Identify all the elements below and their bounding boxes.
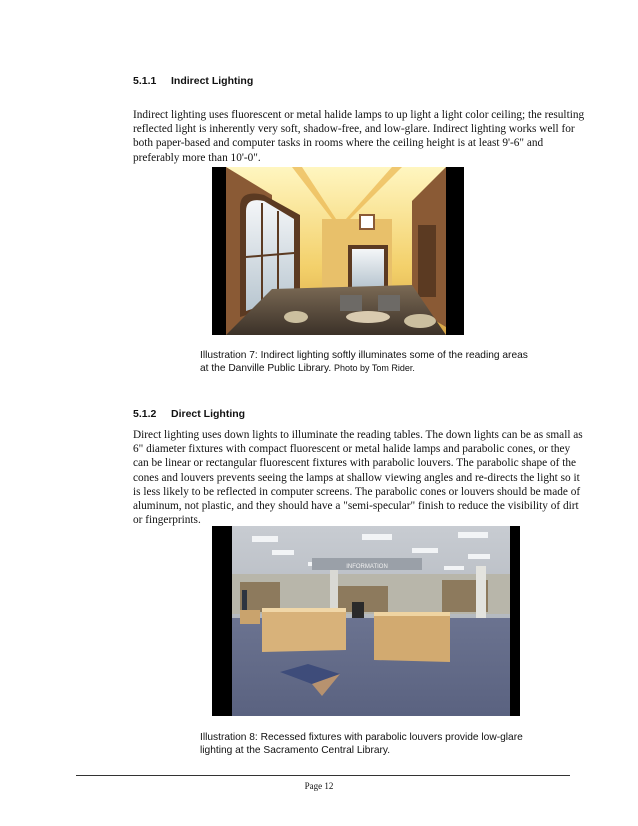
- photo-credit: Photo by Tom Rider.: [334, 363, 415, 373]
- section-heading-indirect: [133, 75, 253, 87]
- section-title: Indirect Lighting: [171, 75, 254, 87]
- information-sign-text: INFORMATION: [346, 564, 388, 570]
- illustration-8-caption: [200, 731, 530, 757]
- section-title: Direct Lighting: [171, 408, 246, 420]
- footer-divider: [76, 775, 570, 776]
- section-number: 5.1.2: [133, 408, 157, 420]
- illustration-8-photo: [212, 526, 520, 716]
- page-number: Page 12: [304, 781, 334, 791]
- indirect-lighting-paragraph: Indirect lighting uses fluorescent or metal halide lamps to up light a light color ceiling; the resulting reflected light is inherently very soft, shadow-free, and low-glare. Indirect lighting works well for both paper-based and computer tasks in rooms where the ceiling height is at least 9'-6" and preferably more than 10'-0".: [133, 109, 585, 164]
- section-heading-direct: [133, 408, 245, 420]
- illustration-7-photo: [212, 167, 464, 335]
- reading-room-image: [212, 167, 464, 335]
- illustration-7-caption: [200, 349, 530, 375]
- caption-text: Illustration 8: Recessed fixtures with parabolic louvers provide low-glare lighting at the Sacramento Central Library.: [200, 732, 523, 756]
- caption-text: Illustration 7: Indirect lighting softly illuminates some of the reading areas at the Danville Public Library.: [200, 350, 528, 374]
- section-number: 5.1.1: [133, 75, 157, 87]
- direct-lighting-paragraph: Direct lighting uses down lights to illuminate the reading tables. The down lights can be as small as 6" diameter fixtures with compact fluorescent or metal halide lamps and parabolic cones, or they can be linear or rectangular fluorescent fixtures with parabolic louvers. The parabolic shape of the cones and louvers prevents seeing the lamps at shallow viewing angles and re-directs the light so it is less likely to be reflected in computer screens. The parabolic cones or louvers should be made of aluminum, not plastic, and they should have a "semi-specular" finish to reduce the visibility of dirt or fingerprints.: [133, 429, 583, 527]
- information-desk-image: [212, 526, 520, 716]
